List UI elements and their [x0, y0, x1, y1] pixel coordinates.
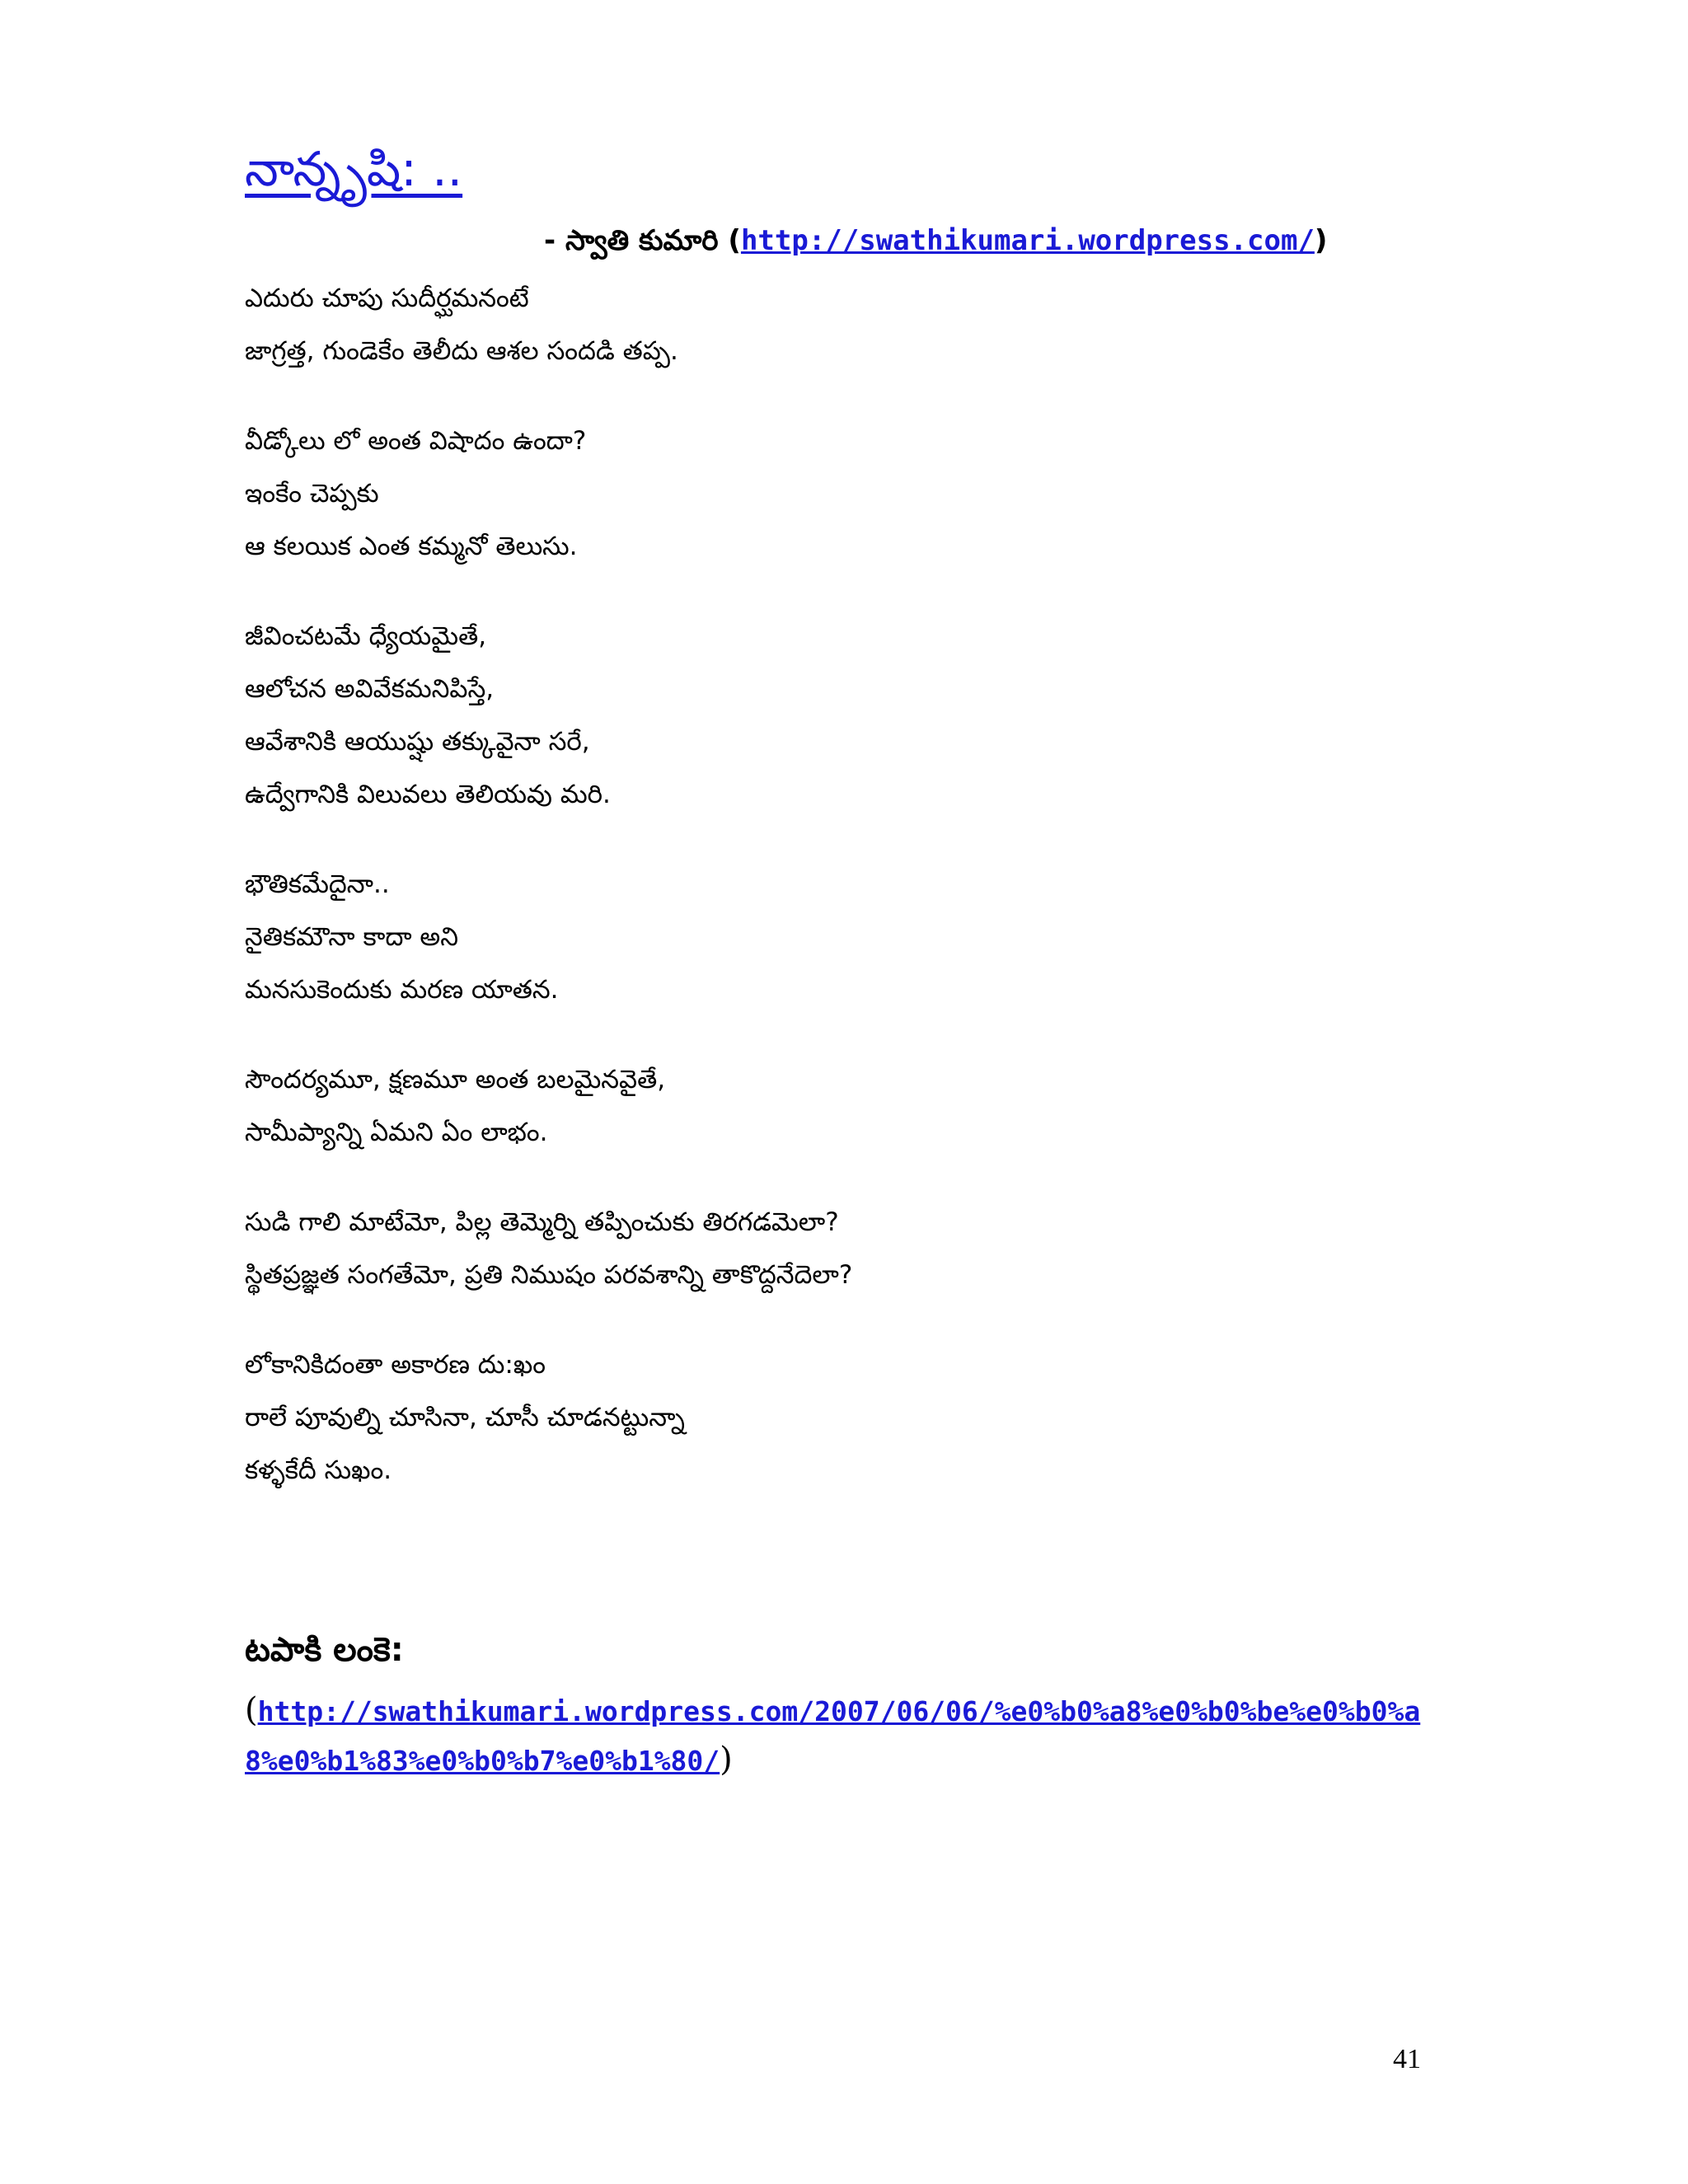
poem-stanza	[245, 858, 1481, 1016]
poem-body	[245, 272, 1481, 1534]
poem-line: కళ్ళకేదీ సుఖం.	[245, 1455, 392, 1485]
author-name: - స్వాతి కుమారి (	[544, 224, 741, 257]
page-number: 41	[1393, 2044, 1421, 2074]
poem-stanza	[245, 1053, 1481, 1159]
poem-line: సుడి గాలి మాటేమో, పిల్ల తెమ్మెర్ని తప్పించుకు తిరగడమెలా?	[245, 1207, 839, 1237]
post-url-link[interactable]: http://swathikumari.wordpress.com/2007/06/06/%e0%b0%a8%e0%b0%be%e0%b0%a8%e0%b1%83%e0%b0%b7%e0%b1%80/	[245, 1695, 1421, 1777]
poem-line: ఆవేశానికి ఆయుష్షు తక్కువైనా సరే,	[245, 727, 590, 757]
poem-stanza	[245, 1196, 1481, 1301]
poem-line: జీవించటమే ధ్యేయమైతే,	[245, 621, 487, 651]
poem-line: సౌందర్యమూ, క్షణమూ అంత బలమైనవైతే,	[245, 1065, 666, 1094]
poem-line: భౌతికమేదైనా..	[245, 869, 390, 899]
post-link-block	[245, 1686, 1440, 1785]
poem-line: లోకానికిదంతా అకారణ దు:ఖం	[245, 1350, 546, 1380]
poem-line: ఉద్వేగానికి విలువలు తెలియవు మరి.	[245, 780, 611, 809]
poem-line: సామీప్యాన్ని ఏమని ఏం లాభం.	[245, 1118, 548, 1147]
poem-line: వీడ్కోలు లో అంత విషాదం ఉందా?	[245, 426, 587, 456]
poem-stanza	[245, 272, 1481, 377]
poem-line: జాగ్రత్త, గుండెకేం తెలీదు ఆశల సందడి తప్ప.	[245, 336, 678, 366]
post-link-heading: టపాకి లంకె:	[245, 1631, 404, 1669]
page-title[interactable]: నాన్నృషి: ..	[245, 141, 463, 197]
poem-line: రాలే పూవుల్ని చూసినా, చూసీ చూడనట్టున్నా	[245, 1403, 685, 1432]
poem-line: ఆ కలయిక ఎంత కమ్మనో తెలుసు.	[245, 532, 578, 561]
poem-line: నైతికమౌనా కాదా అని	[245, 922, 458, 952]
poem-line: ఆలోచన అవివేకమనిపిస్తే,	[245, 674, 495, 704]
author-blog-link[interactable]: http://swathikumari.wordpress.com/	[740, 224, 1315, 257]
open-paren: (	[245, 1691, 258, 1729]
author-line	[544, 218, 1327, 264]
poem-stanza	[245, 1338, 1481, 1497]
poem-stanza	[245, 610, 1481, 821]
poem-line: స్థితప్రజ్ఞత సంగతేమో, ప్రతి నిముషం పరవశాన్ని తాకొద్దనేదెలా?	[245, 1260, 853, 1290]
close-paren: )	[720, 1741, 733, 1779]
poem-stanza	[245, 415, 1481, 573]
poem-line: ఇంకేం చెప్పకు	[245, 479, 379, 509]
author-suffix: )	[1314, 224, 1328, 257]
poem-line: ఎదురు చూపు సుదీర్ఘమనంటే	[245, 284, 529, 313]
poem-line: మనసుకెందుకు మరణ యాతన.	[245, 975, 559, 1005]
